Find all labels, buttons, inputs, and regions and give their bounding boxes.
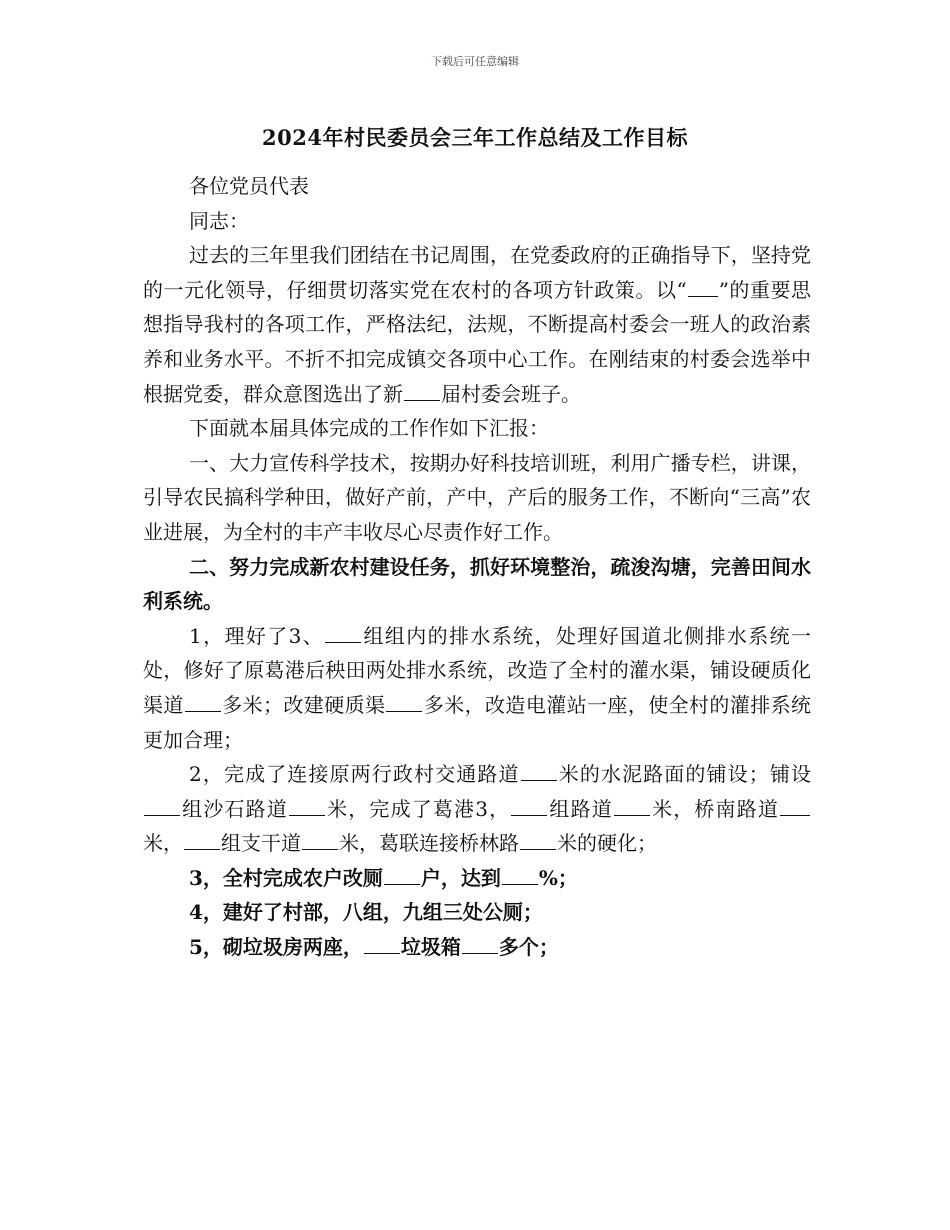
paragraph-text: 3，全村完成农户改厕 [189, 865, 383, 890]
paragraph-text: 1，理好了3、 [189, 623, 325, 648]
body-paragraph [143, 169, 811, 204]
page-header-note: 下载后可任意编辑 [431, 55, 519, 68]
paragraph-text: 一、大力宣传科学技术，按期办好科技培训班，利用广播专栏，讲课，引导农民搞科学种田，做好产前，产中，产后的服务工作，不断向“三高”农业进展，为全村的丰产丰收尽心尽责作好工作。 [143, 450, 811, 544]
document-body [143, 169, 811, 965]
fill-in-blank [780, 794, 810, 816]
paragraph-text: 过去的三年里我们团结在书记周围，在党委政府的正确指导下，坚持党的一元化领导，仔细贯切落实党在农村的各项方针政策。以“ [143, 243, 811, 302]
body-paragraph [143, 861, 811, 896]
fill-in-blank [502, 863, 538, 885]
fill-in-blank [384, 863, 420, 885]
paragraph-text: ”的重要思想指导我村的各项工作，严格法纪，法规，不断提高村委会一班人的政治素养和业务水平。不折不扣完成镇交各项中心工作。在刚结束的村委会选举中根据党委，群众意图选出了新 [143, 277, 811, 406]
fill-in-blank [144, 794, 180, 816]
paragraph-text: 多米，改造电灌站一座，使全村的灌排系统更加合理； [143, 692, 812, 752]
fill-in-blank [462, 932, 498, 954]
fill-in-blank [364, 932, 400, 954]
fill-in-blank [521, 759, 557, 781]
paragraph-text: 米的水泥路面的铺设；铺设 [557, 762, 811, 787]
paragraph-text: 二、努力完成新农村建设任务，抓好环境整治，疏浚沟塘，完善田间水利系统。 [143, 554, 811, 614]
fill-in-blank [289, 794, 325, 816]
body-paragraph [143, 757, 811, 861]
paragraph-text: 垃圾箱 [400, 935, 461, 960]
paragraph-text: 组路道 [548, 796, 613, 821]
paragraph-text: 5，砌垃圾房两座， [189, 935, 363, 960]
body-paragraph [143, 446, 811, 550]
body-paragraph [143, 238, 811, 411]
body-paragraph [143, 895, 811, 930]
fill-in-blank [614, 794, 650, 816]
fill-in-blank [302, 828, 338, 850]
paragraph-text: 米，葛联连接桥林路 [339, 831, 519, 856]
paragraph-text: 4，建好了村部，八组，九组三处公厕； [189, 900, 543, 925]
paragraph-text: 户，达到 [420, 865, 501, 890]
fill-in-blank [520, 828, 556, 850]
paragraph-text: 米， [143, 831, 183, 856]
fill-in-blank [386, 690, 422, 712]
body-paragraph [143, 550, 811, 619]
paragraph-text: 组沙石路道 [181, 796, 288, 821]
paragraph-text: 2，完成了连接原两行政村交通路道 [189, 762, 520, 787]
body-paragraph [143, 411, 811, 446]
paragraph-text: %； [538, 865, 578, 890]
body-paragraph [143, 930, 811, 965]
fill-in-blank [404, 379, 440, 401]
fill-in-blank [184, 828, 220, 850]
paragraph-text: 米的硬化； [557, 831, 657, 856]
paragraph-text: 米，完成了葛港3， [325, 796, 511, 821]
fill-in-blank [688, 275, 718, 297]
fill-in-blank [325, 621, 361, 643]
paragraph-text: 米，桥南路道 [650, 796, 780, 821]
body-paragraph [143, 619, 811, 757]
document-title: 2024年村民委员会三年工作总结及工作目标 [262, 125, 688, 150]
paragraph-text: 届村委会班子。 [441, 381, 581, 406]
paragraph-text: 组支干道 [221, 831, 301, 856]
paragraph-text: 各位党员代表 [189, 174, 309, 198]
fill-in-blank [511, 794, 547, 816]
paragraph-text: 同志： [189, 208, 249, 233]
paragraph-text: 下面就本届具体完成的工作作如下汇报： [189, 416, 549, 441]
paragraph-text: 多个； [498, 935, 559, 960]
body-paragraph [143, 204, 811, 239]
paragraph-text: 组组内的排水系统，处理好国道北侧排水系统一处，修好了原葛港后秧田两处排水系统，改造了全村的灌水渠，铺设硬质化渠道 [143, 623, 812, 717]
paragraph-text: 多米；改建硬质渠 [221, 692, 386, 717]
fill-in-blank [185, 690, 221, 712]
